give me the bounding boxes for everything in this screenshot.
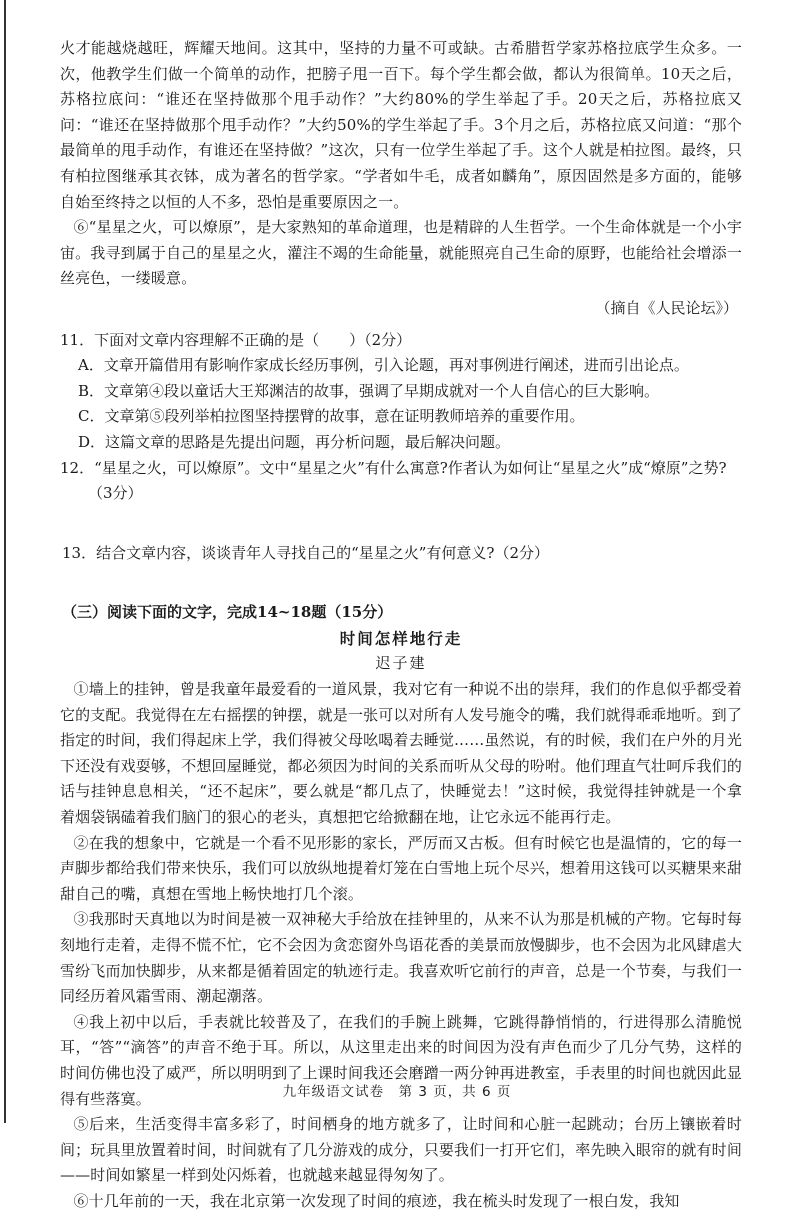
article-paragraph-5: ⑤后来，生活变得丰富多彩了，时间栖身的地方就多了，让时间和心脏一起跳动；台历上镶嵌着时间；玩具里放置着时间，时间就有了几分游戏的成分，只要我们一打开它们，率先映入眼帘的就有时间——时间如繁星一样到处闪烁着，也就越来越显得匆匆了。 [60,1115,742,1185]
question-13-stem: 13．结合文章内容，谈谈青年人寻找自己的“星星之火”有何意义?（2分） [62,543,550,562]
article-title: 时间怎样地行走 [339,628,463,648]
page-footer: 九年级语文试卷 第 3 页，共 6 页 [282,1084,512,1100]
article-paragraph-6: ⑥十几年前的一天，我在北京第一次发现了时间的痕迹，我在梳头时发现了一根白发，我知 [73,1191,680,1210]
answer-space-13 [60,566,742,600]
section-3-heading: （三）阅读下面的文字，完成14~18题（15分） [62,603,393,622]
answer-space-12 [60,507,742,541]
article-paragraph-3: ③我那时天真地以为时间是被一双神秘大手给放在挂钟里的，从来不认为那是机械的产物。它每时每刻地行走着，走得不慌不忙，它不会因为贪恋窗外鸟语花香的美景而放慢脚步，也不会因为北风肆虐大雪纷飞而加快脚步，从来都是循着固定的轨迹行走。我喜欢听它前行的声音，总是一个节奏，与我们一同经历着风霜雪雨、潮起潮落。 [60,910,742,1006]
article-paragraph-2: ②在我的想象中，它就是一个看不见形影的家长，严厉而又古板。但有时候它也是温情的，它的每一声脚步都给我们带来快乐，我们可以放纵地提着灯笼在白雪地上玩个尽兴，想着用这钱可以买糖果来甜甜自己的嘴，真想在雪地上畅快地打几个滚。 [60,833,742,903]
question-11-option-a: A．文章开篇借用有影响作家成长经历事例，引入论题，再对事例进行阐述，进而引出论点。 [78,356,689,375]
question-11-option-c: C．文章第⑤段列举柏拉图坚持摆臂的故事，意在证明教师培养的重要作用。 [78,407,585,426]
passage-paragraph-6: ⑥“星星之火，可以燎原”，是大家熟知的革命道理，也是精辟的人生哲学。一个生命体就是一个小宇宙。我寻到属于自己的星星之火，灌注不竭的生命能量，就能照亮自己生命的原野，也能给社会增添一丝亮色，一缕暖意。 [60,218,742,288]
article-author: 迟子建 [375,654,427,673]
question-11-option-d: D．这篇文章的思路是先提出问题，再分析问题，最后解决问题。 [78,432,511,451]
question-11-stem: 11．下面对文章内容理解不正确的是（ ）（2分） [60,330,412,349]
question-12-stem: 12．“星星之火，可以燎原”。文中“星星之火”有什么寓意?作者认为如何让“星星之火”成“燎原”之势?（3分） [60,458,727,503]
question-11-option-b: B．文章第④段以童话大王郑渊洁的故事，强调了早期成就对一个人自信心的巨大影响。 [78,381,660,400]
passage-paragraph-continued: 火才能越烧越旺，辉耀天地间。这其中，坚持的力量不可或缺。古希腊哲学家苏格拉底学生众多。一次，他教学生们做一个简单的动作，把膀子甩一百下。每个学生都会做，都认为很简单。10天之后，苏格拉底问：“谁还在坚持做那个甩手动作？”大约80%的学生举起了手。20天之后，苏格拉底又问：“谁还在坚持做那个甩手动作？”大约50%的学生举起了手。3个月之后，苏格拉底又问道：“那个最简单的甩手动作，有谁还在坚持做？”这次，只有一位学生举起了手。这个人就是柏拉图。最终，只有柏拉图继承其衣钵，成为著名的哲学家。“学者如牛毛，成者如麟角”，原因固然是多方面的，能够自始至终持之以恒的人不多，恐怕是重要原因之一。 [60,39,742,211]
article-paragraph-1: ①墙上的挂钟，曾是我童年最爱看的一道风景，我对它有一种说不出的崇拜，我们的作息似乎都受着它的支配。我觉得在左右摇摆的钟摆，就是一张可以对所有人发号施令的嘴，我们就得乖乖地听。到了指定的时间，我们得起床上学，我们得被父母吆喝着去睡觉……虽然说，有的时候，我们在户外的月光下还没有戏耍够，不想回屋睡觉，都必须因为时间的关系而听从父母的吩咐。他们理直气壮呵斥我们的话与挂钟息息相关，“还不起床”，要么就是“都几点了，快睡觉去！”这时候，我觉得挂钟就是一个拿着烟袋锅磕着我们脑门的狠心的老头，真想把它给掀翻在地，让它永远不能再行走。 [60,680,742,827]
passage-source: （摘自《人民论坛》） [595,298,738,317]
page-left-border [4,0,6,1123]
article-paragraph-4: ④我上初中以后，手表就比较普及了，在我们的手腕上跳舞，它跳得静悄悄的，行进得那么清脆悦耳，“答”“滴答”的声音不绝于耳。所以，从这里走出来的时间因为没有声色而少了几分气势，这样的时间仿佛也没了威严，所以明明到了上课时间我还会磨蹭一两分钟再进教室，手表里的时间也就因此显得有些落寞。 [60,1012,742,1108]
